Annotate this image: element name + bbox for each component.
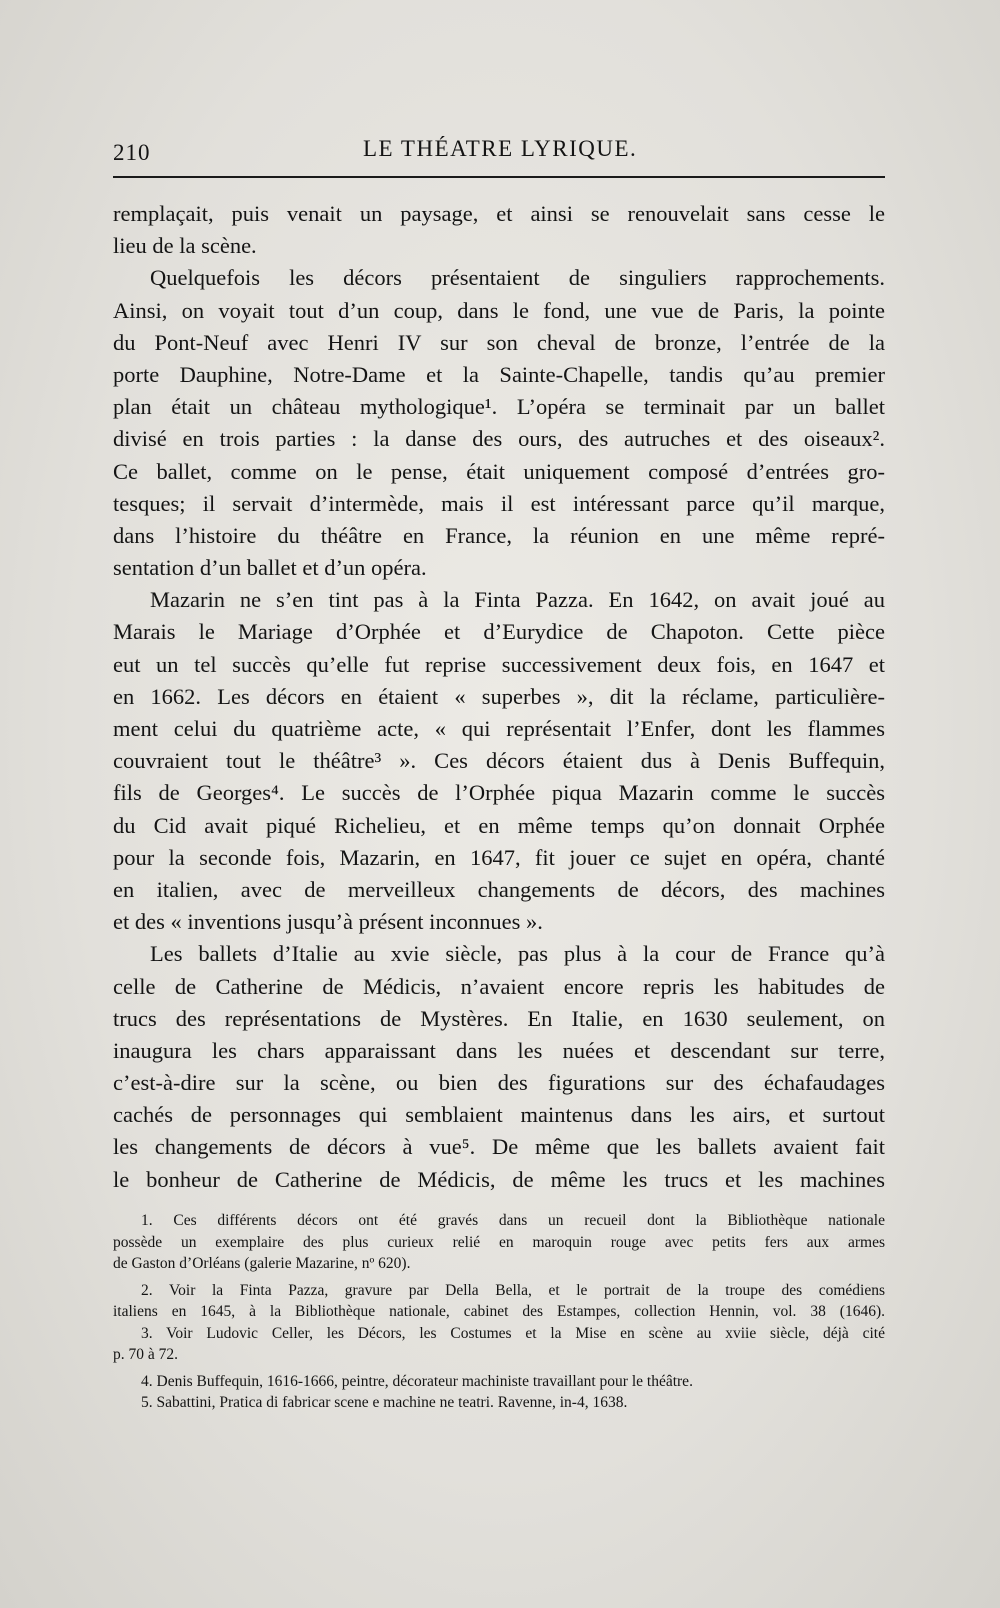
text-line: fils de Georges⁴. Le succès de l’Orphée piqua Mazarin comme le succès xyxy=(113,780,885,806)
text-line: dans l’histoire du théâtre en France, la réunion en une même repré- xyxy=(113,522,885,548)
text-line: Ainsi, on voyait tout d’un coup, dans le fond, une vue de Paris, la pointe xyxy=(113,297,885,323)
text-line: celle de Catherine de Médicis, n’avaient encore repris les habitudes de xyxy=(113,973,885,999)
text-line: tesques; il servait d’intermède, mais il est intéressant parce qu’il marque, xyxy=(113,490,885,516)
header-rule xyxy=(113,176,885,178)
text-line: remplaçait, puis venait un paysage, et ainsi se renouvelait sans cesse le xyxy=(113,201,885,226)
text-line: sentation d’un ballet et d’un opéra. xyxy=(113,555,427,581)
text-line: Quelquefois les décors présentaient de singuliers rapprochements. xyxy=(150,265,885,291)
text-line: du Pont-Neuf avec Henri IV sur son cheval de bronze, l’entrée de la xyxy=(113,329,885,355)
text-line: ment celui du quatrième acte, « qui représentait l’Enfer, dont les flammes xyxy=(113,716,885,741)
text-line: eut un tel succès qu’elle fut reprise successivement deux fois, en 1647 et xyxy=(113,651,885,677)
footnote-line: 3. Voir Ludovic Celler, les Décors, les Costumes et la Mise en scène au xviie siècle, déjà cité xyxy=(141,1324,885,1342)
text-line: et des « inventions jusqu’à présent inconnues ». xyxy=(113,909,543,935)
text-line: Ce ballet, comme on le pense, était uniquement composé d’entrées gro- xyxy=(113,458,885,484)
text-line: divisé en trois parties : la danse des ours, des autruches et des oiseaux². xyxy=(113,426,885,452)
text-line: le bonheur de Catherine de Médicis, de même les trucs et les machines xyxy=(113,1166,885,1192)
text-line: en 1662. Les décors en étaient « superbes », dit la réclame, particulière- xyxy=(113,683,885,709)
text-line: Marais le Mariage d’Orphée et d’Eurydice de Chapoton. Cette pièce xyxy=(113,619,885,645)
footnote-line: p. 70 à 72. xyxy=(113,1346,179,1363)
text-line: trucs des représentations de Mystères. En Italie, en 1630 seulement, on xyxy=(113,1005,885,1031)
text-line: pour la seconde fois, Mazarin, en 1647, fit jouer ce sujet en opéra, chanté xyxy=(113,844,885,870)
text-line: porte Dauphine, Notre-Dame et la Sainte-Chapelle, tandis qu’au premier xyxy=(113,361,885,387)
text-line: lieu de la scène. xyxy=(113,233,257,259)
text-line: plan était un château mythologique¹. L’opéra se terminait par un ballet xyxy=(113,394,885,420)
body-text xyxy=(113,198,885,1196)
text-line: c’est-à-dire sur la scène, ou bien des figurations sur des échafaudages xyxy=(113,1070,885,1096)
text-line: les changements de décors à vue⁵. De même que les ballets avaient fait xyxy=(113,1134,885,1160)
footnote-line: de Gaston d’Orléans (galerie Mazarine, nº 620). xyxy=(113,1255,411,1272)
footnote-line: 5. Sabattini, Pratica di fabricar scene e machine ne teatri. Ravenne, in-4, 1638. xyxy=(141,1394,628,1411)
text-line: cachés de personnages qui semblaient maintenus dans les airs, et surtout xyxy=(113,1102,885,1128)
text-line: du Cid avait piqué Richelieu, et en même temps qu’on donnait Orphée xyxy=(113,812,885,838)
footnote-line: 4. Denis Buffequin, 1616-1666, peintre, décorateur machiniste travaillant pour le théâtre. xyxy=(141,1372,693,1390)
text-line: inaugura les chars apparaissant dans les nuées et descendant sur terre, xyxy=(113,1037,885,1063)
running-head xyxy=(113,136,885,172)
text-line: Mazarin ne s’en tint pas à la Finta Pazza. En 1642, on avait joué au xyxy=(150,587,885,613)
footnote-line: italiens en 1645, à la Bibliothèque nationale, cabinet des Estampes, collection Hennin, vol. 38 (1646). xyxy=(113,1303,885,1320)
text-line: Les ballets d’Italie au xvie siècle, pas plus à la cour de France qu’à xyxy=(150,941,885,967)
footnotes xyxy=(113,1210,885,1414)
footnote-line: possède un exemplaire des plus curieux relié en maroquin rouge avec petits fers aux armes xyxy=(113,1233,885,1251)
footnote-line: 1. Ces différents décors ont été gravés dans un recueil dont la Bibliothèque nationale xyxy=(141,1212,885,1229)
page-number: 210 xyxy=(113,140,151,165)
footnote-line: 2. Voir la Finta Pazza, gravure par Della Bella, et le portrait de la troupe des comédiens xyxy=(141,1281,885,1299)
running-title: LE THÉATRE LYRIQUE. xyxy=(363,136,638,161)
text-line: couvraient tout le théâtre³ ». Ces décors étaient dus à Denis Buffequin, xyxy=(113,748,885,774)
text-line: en italien, avec de merveilleux changements de décors, des machines xyxy=(113,876,885,902)
